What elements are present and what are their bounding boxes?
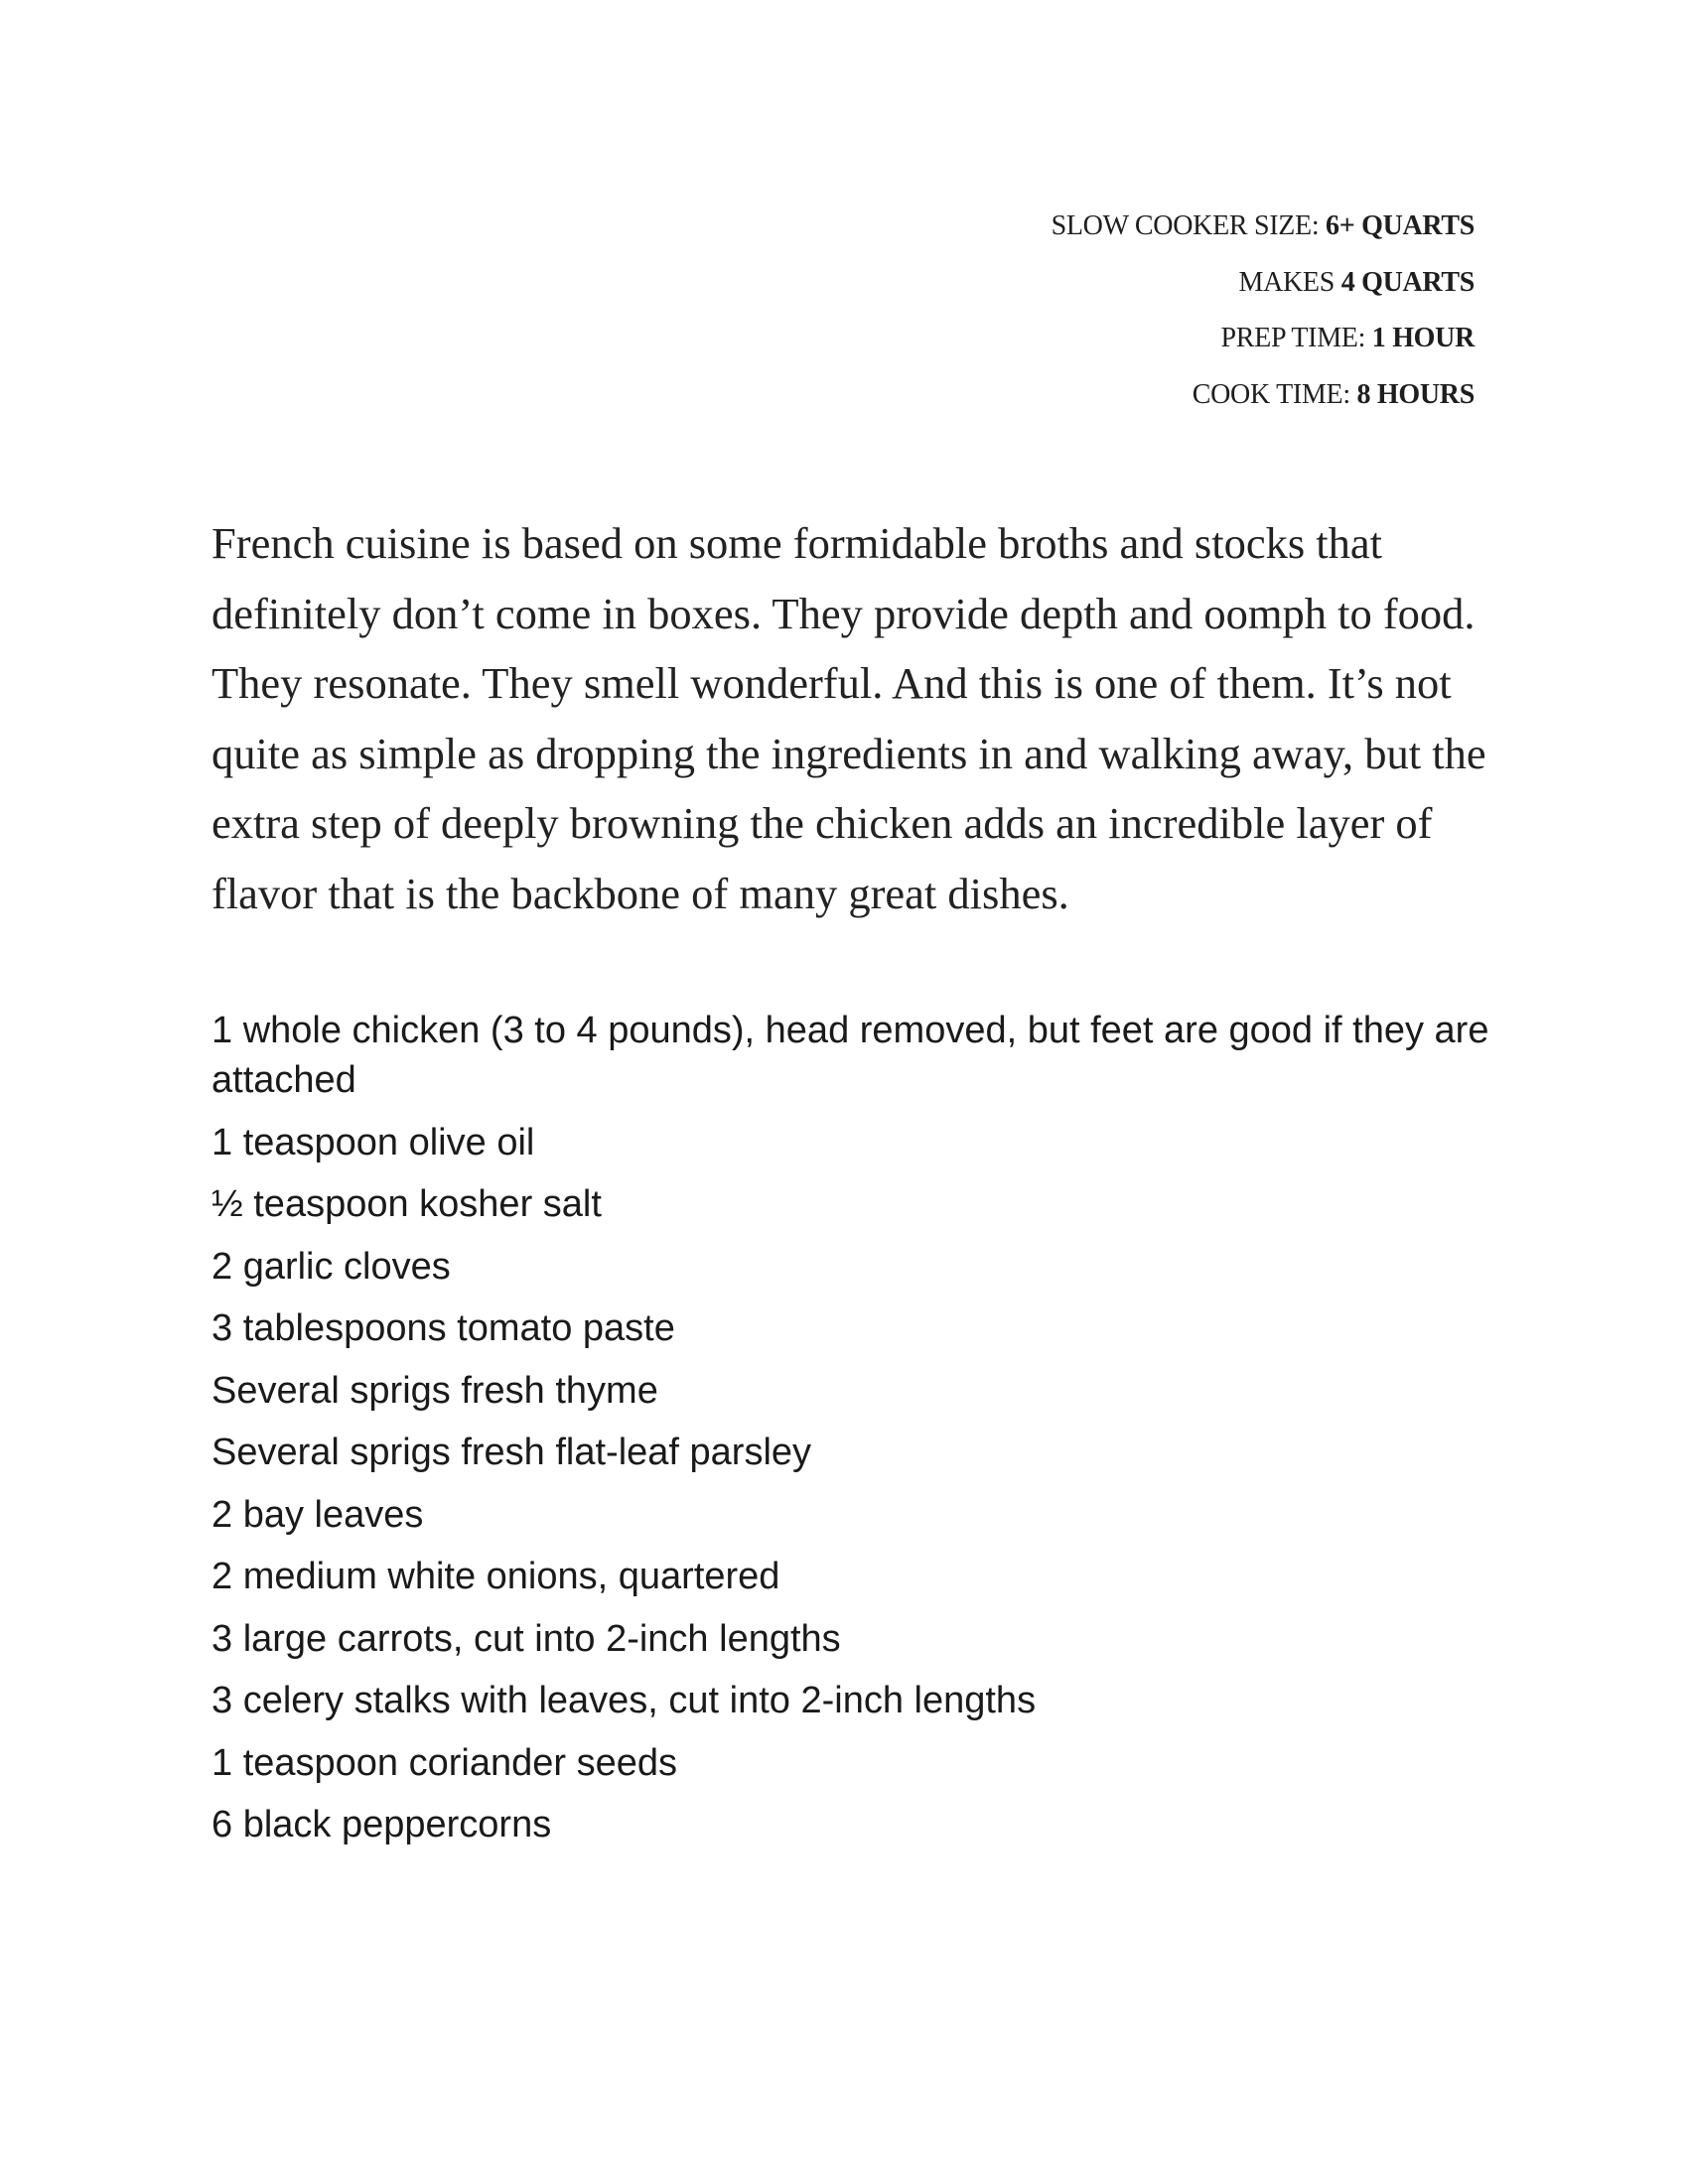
ingredient-item: 3 large carrots, cut into 2-inch lengths <box>211 1617 841 1660</box>
meta-prep-time <box>1052 311 1475 367</box>
meta-makes <box>1052 255 1475 312</box>
ingredient-item: 1 teaspoon olive oil <box>211 1121 535 1163</box>
meta-value: 1 HOUR <box>1371 323 1475 353</box>
ingredient-item: 2 bay leaves <box>211 1493 424 1536</box>
ingredient-item: 3 celery stalks with leaves, cut into 2-inch lengths <box>211 1680 1037 1721</box>
ingredient-item: 1 teaspoon coriander seeds <box>211 1741 677 1784</box>
ingredient-item: 1 whole chicken (3 to 4 pounds), head removed, but feet are good if they are attached <box>211 1010 1489 1101</box>
ingredient-list <box>211 1006 1497 1862</box>
intro-paragraph: French cuisine is based on some formidable broths and stocks that definitely don’t come in boxes. They provide depth and oomph to food. They resonate. They smell wonderful. And this is one of them. It’s not quite as simple as dropping the ingredients in and walking away, but the extra step of deeply browning the chicken adds an incredible layer of flavor that is the backbone of many great dishes. <box>211 518 1486 918</box>
meta-slow-cooker-size <box>1052 199 1475 255</box>
meta-label: SLOW COOKER SIZE: <box>1051 210 1320 241</box>
ingredient-item: 2 garlic cloves <box>211 1245 451 1288</box>
meta-cook-time <box>1052 367 1475 424</box>
meta-label: COOK TIME: <box>1192 378 1350 410</box>
recipe-meta <box>1052 199 1475 423</box>
ingredient-item: ½ teaspoon kosher salt <box>211 1183 602 1225</box>
meta-value: 8 HOURS <box>1356 378 1475 410</box>
ingredient-item: 6 black peppercorns <box>211 1804 552 1845</box>
ingredient-item: 3 tablespoons tomato paste <box>211 1307 675 1349</box>
ingredient-item: Several sprigs fresh flat-leaf parsley <box>211 1432 812 1473</box>
meta-value: 6+ QUARTS <box>1326 210 1475 241</box>
meta-label: MAKES <box>1238 266 1335 298</box>
ingredient-item: 2 medium white onions, quartered <box>211 1556 780 1597</box>
meta-label: PREP TIME: <box>1220 323 1366 353</box>
ingredient-item: Several sprigs fresh thyme <box>211 1369 658 1412</box>
meta-value: 4 QUARTS <box>1340 266 1475 298</box>
